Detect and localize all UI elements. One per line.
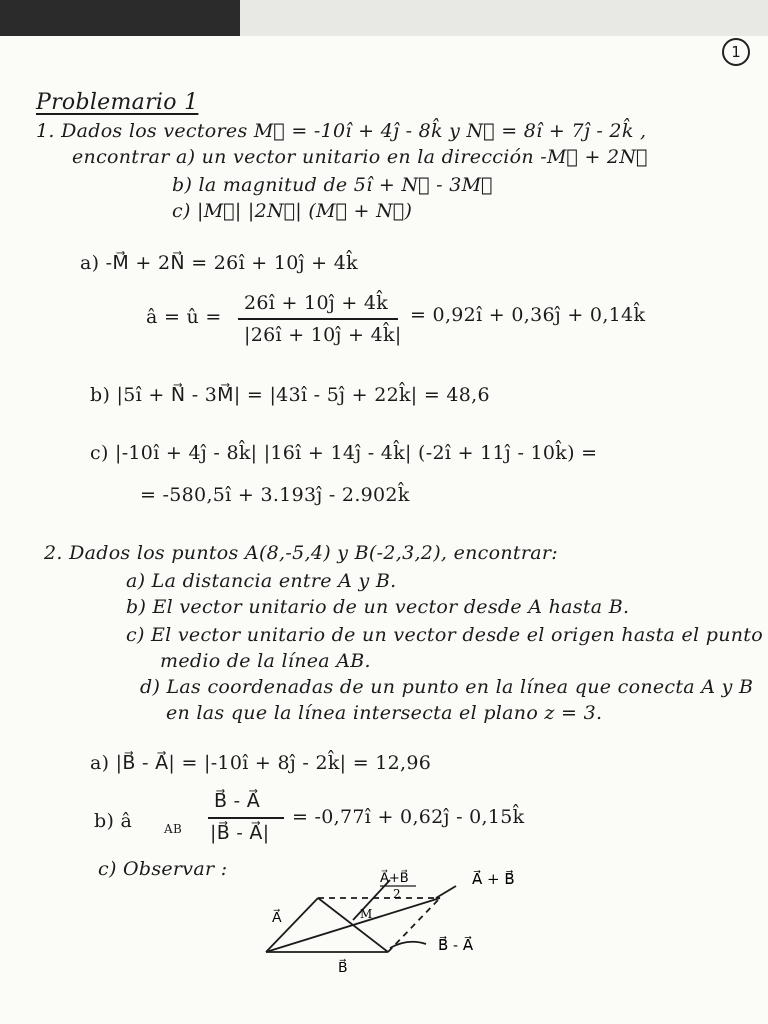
label-half-sum-denominator: 2	[393, 887, 401, 901]
problem2-solution-c: c) Observar :	[98, 858, 228, 880]
problem1-solution-b: b) |5î + N⃗ - 3M⃗| = |43î - 5ĵ + 22k̂| = 48,6	[90, 384, 490, 406]
difference-pointer-line	[390, 942, 426, 948]
vector-difference-line	[318, 898, 388, 952]
label-B: B⃗	[338, 960, 348, 976]
problem2-item-d-line1: d) Las coordenadas de un punto en la línea que conecta A y B	[140, 676, 754, 698]
problem2-solution-a: a) |B⃗ - A⃗| = |-10î + 8ĵ - 2k̂| = 12,96	[90, 752, 432, 774]
problem1-solution-a-result: = 0,92î + 0,36ĵ + 0,14k̂	[410, 304, 646, 326]
problem1-item-a: encontrar a) un vector unitario en la dirección -M⃗ + 2N⃗	[72, 146, 648, 168]
problem1-solution-a-numerator: 26î + 10ĵ + 4k̂	[244, 292, 389, 314]
problem2-solution-b-subscript: AB	[164, 822, 183, 836]
label-half-sum-numerator: A⃗+B⃗	[380, 871, 409, 886]
problem2-solution-b-result: = -0,77î + 0,62ĵ - 0,15k̂	[292, 806, 525, 828]
label-M: M	[360, 907, 373, 921]
label-sum: A⃗ + B⃗	[472, 870, 515, 888]
problem2-statement: 2. Dados los puntos A(8,-5,4) y B(-2,3,2), encontrar:	[44, 542, 558, 564]
problem1-item-b: b) la magnitud de 5î + N⃗ - 3M⃗	[172, 174, 493, 196]
page-number: 1	[722, 38, 750, 66]
problem2-solution-b-denominator: |B⃗ - A⃗|	[210, 822, 270, 844]
page-top-edge-light	[240, 0, 768, 38]
sum-pointer-line	[436, 886, 456, 898]
problem1-item-c: c) |M⃗| |2N⃗| (M⃗ + N⃗)	[172, 200, 413, 222]
problem1-solution-a-lhs: â = û =	[146, 306, 222, 328]
fraction-bar	[238, 318, 398, 320]
label-difference: B⃗ - A⃗	[438, 936, 474, 954]
problem2-item-b: b) El vector unitario de un vector desde A hasta B.	[126, 596, 630, 618]
label-A: A⃗	[272, 910, 282, 926]
problem1-statement: 1. Dados los vectores M⃗ = -10î + 4ĵ - 8k̂ y N⃗ = 8î + 7ĵ - 2k̂ ,	[36, 120, 647, 142]
parallelogram-diagram	[240, 860, 540, 978]
problem2-item-c-line1: c) El vector unitario de un vector desde el origen hasta el punto	[126, 624, 763, 646]
fraction-bar	[208, 817, 284, 819]
problem2-solution-b-numerator: B⃗ - A⃗	[214, 790, 261, 812]
problem1-solution-c-line1: c) |-10î + 4ĵ - 8k̂| |16î + 14ĵ - 4k̂| (-2î + 11ĵ - 10k̂) =	[90, 442, 598, 464]
page-title: Problemario 1	[36, 90, 199, 115]
problem2-item-c-line2: medio de la línea AB.	[160, 650, 371, 672]
problem2-item-d-line2: en las que la línea intersecta el plano z = 3.	[166, 702, 603, 724]
problem1-solution-a-line1: a) -M⃗ + 2N⃗ = 26î + 10ĵ + 4k̂	[80, 252, 358, 274]
problem2-solution-b-lhs: b) â	[94, 810, 133, 832]
page-top-edge	[0, 0, 768, 38]
problem1-solution-a-denominator: |26î + 10ĵ + 4k̂|	[244, 324, 402, 346]
problem1-solution-c-line2: = -580,5î + 3.193ĵ - 2.902k̂	[140, 484, 410, 506]
problem2-item-a: a) La distancia entre A y B.	[126, 570, 397, 592]
